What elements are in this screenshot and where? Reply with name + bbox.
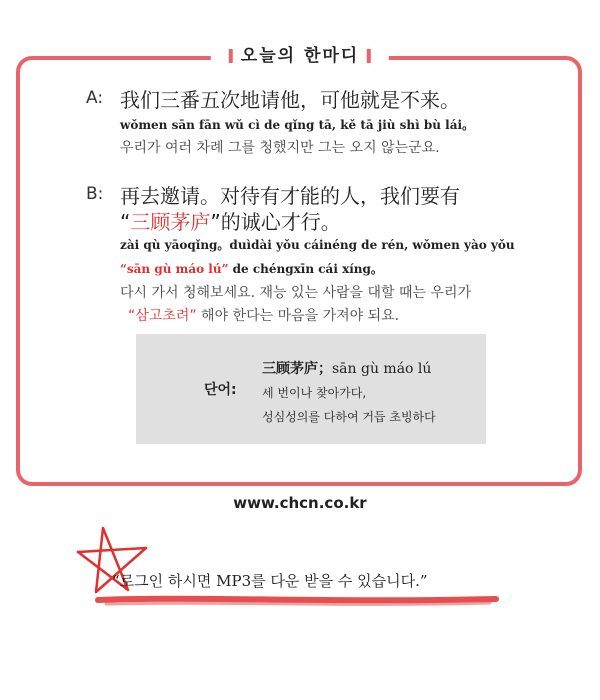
chinese-open-quote: “ [120,210,131,234]
pinyin-b-line1: zài qù yāoqǐng。duìdài yǒu cáinéng de rén, wǒmen yào yǒu [120,238,515,252]
speaker-a: A: [86,88,104,108]
korean-b-rest: 해야 한다는 마음을 가져야 되요. [196,308,400,324]
vocab-pinyin: sān gù máo lú [332,361,432,377]
chinese-idiom: 三顾茅庐 [130,210,211,234]
chinese-b-rest: ”的诚心才行。 [210,210,341,234]
pinyin-idiom: “sān gù máo lú” [120,262,229,276]
chinese-a: 我们三番五次地请他，可他就是不来。 [120,88,460,112]
korean-idiom: “삼고초려” [128,308,197,324]
vocab-def-1: 세 번이나 찾아가다, [262,386,367,400]
vocab-def-2: 성심성의를 다하여 거듭 초빙하다 [262,410,436,424]
site-url[interactable]: www.chcn.co.kr [233,494,367,512]
speaker-b: B: [86,184,104,204]
korean-a: 우리가 여러 차례 그를 청했지만 그는 오지 않는군요. [120,140,440,156]
underline-stroke-2 [106,603,490,604]
login-note: “로그인 하시면 MP3를 다운 받을 수 있습니다.” [112,572,428,590]
title-text: 오늘의 한마디 [240,46,360,66]
vocab-label: 단어: [204,382,237,398]
vocab-hanzi: 三顾茅庐； [262,361,332,377]
korean-b-line1: 다시 가서 청해보세요. 재능 있는 사람을 대할 때는 우리가 [120,285,472,301]
underline-stroke [98,599,496,601]
pinyin-a: wǒmen sān fān wǔ cì de qǐng tā, kě tā jiù shì bù lái。 [120,118,475,132]
pinyin-b-rest: de chéngxīn cái xíng。 [228,262,383,276]
chinese-b-line1: 再去邀请。对待有才能的人，我们要有 [120,184,460,208]
